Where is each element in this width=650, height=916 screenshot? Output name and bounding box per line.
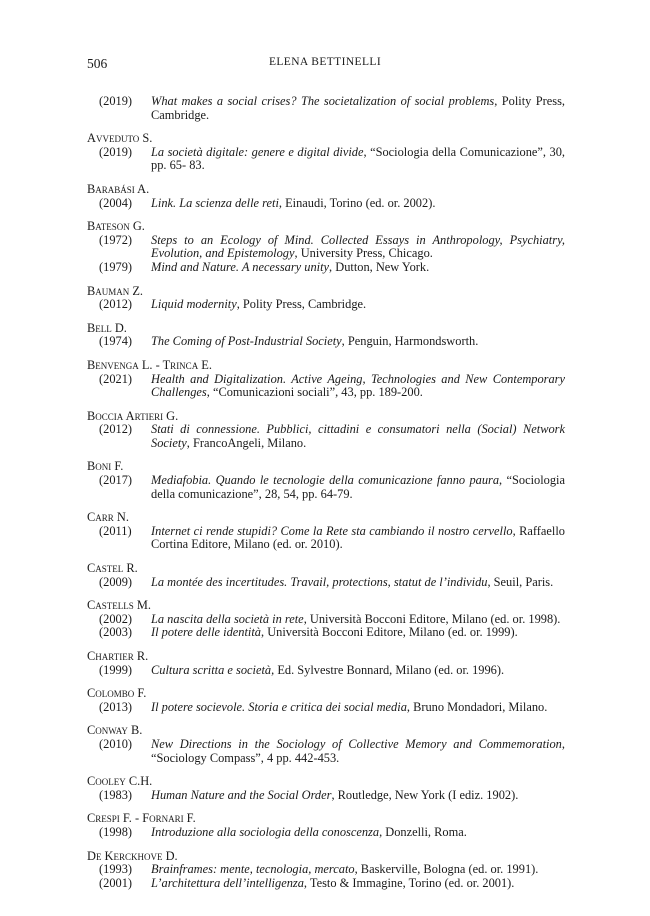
- reference-entry: [87, 335, 565, 349]
- reference-year: (2009): [99, 574, 133, 589]
- reference-group: [87, 285, 565, 312]
- reference-text: [151, 95, 565, 122]
- reference-publisher: , University Press, Chicago.: [294, 246, 433, 261]
- reference-year: (2013): [99, 699, 133, 714]
- reference-year: (1972): [99, 232, 133, 247]
- reference-text: [151, 576, 565, 590]
- reference-text: [151, 738, 565, 765]
- reference-text: [151, 373, 565, 400]
- reference-publisher: , Bruno Mondadori, Milano.: [406, 699, 548, 714]
- reference-title: What makes a social crises? The societalization of social problems: [151, 94, 495, 108]
- reference-entry: [87, 197, 565, 211]
- reference-entry: [87, 298, 565, 312]
- reference-title: Stati di connessione. Pubblici, cittadini e consumatori nella (Social) Network Society: [151, 422, 565, 450]
- reference-text: [151, 261, 565, 275]
- reference-author: Benvenga L. - Trinca E.: [87, 357, 212, 372]
- reference-entry: [87, 738, 565, 765]
- reference-title: Introduzione alla sociologia della conoscenza: [151, 824, 380, 839]
- reference-author: Conway B.: [87, 723, 143, 738]
- reference-text: [151, 197, 565, 211]
- reference-author: Crespi F. - Fornari F.: [87, 811, 196, 826]
- reference-title: The Coming of Post-Industrial Society: [151, 334, 342, 349]
- reference-author: Boni F.: [87, 459, 124, 474]
- reference-entry: [87, 234, 565, 261]
- reference-publisher: , Raffaello Cortina Editore, Milano (ed. or. 2010).: [151, 523, 565, 552]
- reference-year: (1999): [99, 662, 133, 677]
- reference-group: [87, 562, 565, 589]
- reference-text: [151, 298, 565, 312]
- reference-year: (2017): [99, 473, 133, 488]
- reference-entry: [87, 261, 565, 275]
- reference-year: (2011): [99, 523, 132, 538]
- reference-title: Brainframes: mente, tecnologia, mercato: [151, 862, 355, 877]
- reference-year: (2021): [99, 371, 133, 386]
- reference-author: De Kerckhove D.: [87, 848, 178, 863]
- reference-entry: [87, 95, 565, 122]
- reference-text: [151, 664, 565, 678]
- reference-author: Carr N.: [87, 510, 129, 525]
- reference-publisher: , “Comunicazioni sociali”, 43, pp. 189-200.: [206, 385, 423, 400]
- reference-title: Cultura scritta e società,: [151, 662, 275, 677]
- reference-entry: [87, 525, 565, 552]
- reference-publisher: , “Sociology Compass”, 4 pp. 442-453.: [151, 736, 565, 765]
- reference-entry: [87, 576, 565, 590]
- reference-text: [151, 701, 565, 715]
- reference-year: (2004): [99, 195, 133, 210]
- reference-year: (1993): [99, 862, 133, 877]
- reference-entry: [87, 474, 565, 501]
- reference-publisher: , Università Bocconi Editore, Milano (ed. or. 1999).: [261, 625, 518, 640]
- reference-title: Mediafobia. Quando le tecnologie della comunicazione fanno paura: [151, 473, 500, 488]
- reference-year: (2001): [99, 875, 133, 890]
- reference-entry: [87, 613, 565, 627]
- reference-entry: [87, 146, 565, 173]
- reference-group: [87, 511, 565, 552]
- reference-author: Bell D.: [87, 320, 127, 335]
- reference-year: (1983): [99, 787, 133, 802]
- reference-publisher: Ed. Sylvestre Bonnard, Milano (ed. or. 1996).: [274, 662, 505, 677]
- reference-entry: [87, 789, 565, 803]
- reference-author: Castel R.: [87, 561, 138, 576]
- reference-publisher: , Polity Press, Cambridge.: [151, 94, 565, 122]
- reference-publisher: , Donzelli, Roma.: [379, 824, 467, 839]
- reference-text: [151, 146, 565, 173]
- reference-title: Link. La scienza delle reti: [151, 195, 279, 210]
- reference-year: (2012): [99, 422, 133, 437]
- reference-text: [151, 789, 565, 803]
- reference-group: [87, 322, 565, 349]
- reference-group: [87, 95, 565, 122]
- reference-text: [151, 613, 565, 627]
- reference-author: Avveduto S.: [87, 131, 153, 146]
- reference-group: [87, 687, 565, 714]
- reference-group: [87, 850, 565, 891]
- reference-title: Steps to an Ecology of Mind. Collected Essays in Anthropology, Psychiatry, Evolution, and Epistemology: [151, 232, 565, 261]
- reference-year: (2003): [99, 625, 133, 640]
- reference-publisher: , “Sociologia della Comunicazione”, 30, pp. 65- 83.: [151, 144, 565, 173]
- reference-author: Barabási A.: [87, 181, 150, 196]
- reference-publisher: , Seuil, Paris.: [487, 574, 554, 589]
- reference-group: [87, 650, 565, 677]
- reference-publisher: , Polity Press, Cambridge.: [236, 297, 367, 312]
- reference-entry: [87, 701, 565, 715]
- reference-year: (1998): [99, 824, 133, 839]
- reference-title: L’architettura dell’intelligenza: [151, 875, 304, 890]
- reference-year: (2010): [99, 736, 133, 751]
- reference-year: (2019): [99, 94, 133, 108]
- reference-group: [87, 460, 565, 501]
- reference-text: [151, 826, 565, 840]
- reference-title: Health and Digitalization. Active Ageing, Technologies and New Contemporary Challenges: [151, 371, 565, 400]
- page-number: 506: [87, 56, 108, 71]
- reference-text: [151, 626, 565, 640]
- reference-group: [87, 775, 565, 802]
- reference-title: La montée des incertitudes. Travail, protections, statut de l’individu: [151, 574, 488, 589]
- reference-entry: [87, 423, 565, 450]
- reference-title: Liquid modernity: [151, 297, 237, 312]
- reference-year: (2019): [99, 144, 133, 159]
- reference-year: (1979): [99, 259, 133, 274]
- reference-year: (2002): [99, 611, 133, 626]
- reference-year: (2012): [99, 297, 133, 312]
- reference-text: [151, 474, 565, 501]
- reference-entry: [87, 826, 565, 840]
- reference-group: [87, 599, 565, 640]
- reference-publisher: , Università Bocconi Editore, Milano (ed. or. 1998).: [303, 611, 561, 626]
- reference-title: Human Nature and the Social Order: [151, 787, 332, 802]
- reference-publisher: , Dutton, New York.: [329, 259, 430, 274]
- reference-author: Boccia Artieri G.: [87, 408, 179, 423]
- reference-author: Castells M.: [87, 598, 151, 613]
- reference-group: [87, 359, 565, 400]
- reference-entry: [87, 664, 565, 678]
- reference-title: Mind and Nature. A necessary unity: [151, 259, 330, 274]
- reference-text: [151, 525, 565, 552]
- reference-publisher: , Penguin, Harmondsworth.: [341, 334, 479, 349]
- reference-group: [87, 132, 565, 173]
- reference-author: Cooley C.H.: [87, 774, 153, 789]
- reference-title: Il potere delle identità: [151, 625, 261, 640]
- reference-author: Colombo F.: [87, 686, 147, 701]
- reference-title: La società digitale: genere e digital divide: [151, 144, 364, 159]
- reference-author: Bateson G.: [87, 219, 145, 234]
- reference-entry: [87, 863, 565, 877]
- reference-text: [151, 423, 565, 450]
- reference-text: [151, 877, 565, 891]
- reference-publisher: , Einaudi, Torino (ed. or. 2002).: [278, 195, 436, 210]
- reference-group: [87, 410, 565, 451]
- page-header: [87, 56, 563, 76]
- running-head: ELENA BETTINELLI: [268, 56, 382, 68]
- reference-publisher: , Routledge, New York (I ediz. 1902).: [331, 787, 519, 802]
- reference-entry: [87, 626, 565, 640]
- reference-text: [151, 335, 565, 349]
- reference-title: New Directions in the Sociology of Collective Memory and Commemoration: [151, 736, 562, 751]
- reference-text: [151, 234, 565, 261]
- reference-year: (1974): [99, 334, 133, 349]
- reference-entry: [87, 877, 565, 891]
- reference-author: Bauman Z.: [87, 283, 144, 298]
- reference-author: Chartier R.: [87, 649, 149, 663]
- reference-group: [87, 183, 565, 210]
- reference-list: [87, 95, 565, 900]
- reference-group: [87, 724, 565, 765]
- reference-text: [151, 863, 565, 877]
- reference-title: Il potere socievole. Storia e critica dei social media: [151, 699, 407, 714]
- reference-publisher: , Baskerville, Bologna (ed. or. 1991).: [354, 862, 539, 877]
- reference-title: Internet ci rende stupidi? Come la Rete sta cambiando il nostro cervello: [151, 523, 513, 538]
- reference-title: La nascita della società in rete: [151, 611, 304, 626]
- reference-publisher: , “Sociologia della comunicazione”, 28, 54, pp. 64-79.: [151, 473, 565, 501]
- reference-group: [87, 812, 565, 839]
- reference-group: [87, 220, 565, 274]
- reference-entry: [87, 373, 565, 400]
- reference-publisher: , FrancoAngeli, Milano.: [186, 435, 307, 450]
- reference-publisher: , Testo & Immagine, Torino (ed. or. 2001).: [303, 875, 515, 890]
